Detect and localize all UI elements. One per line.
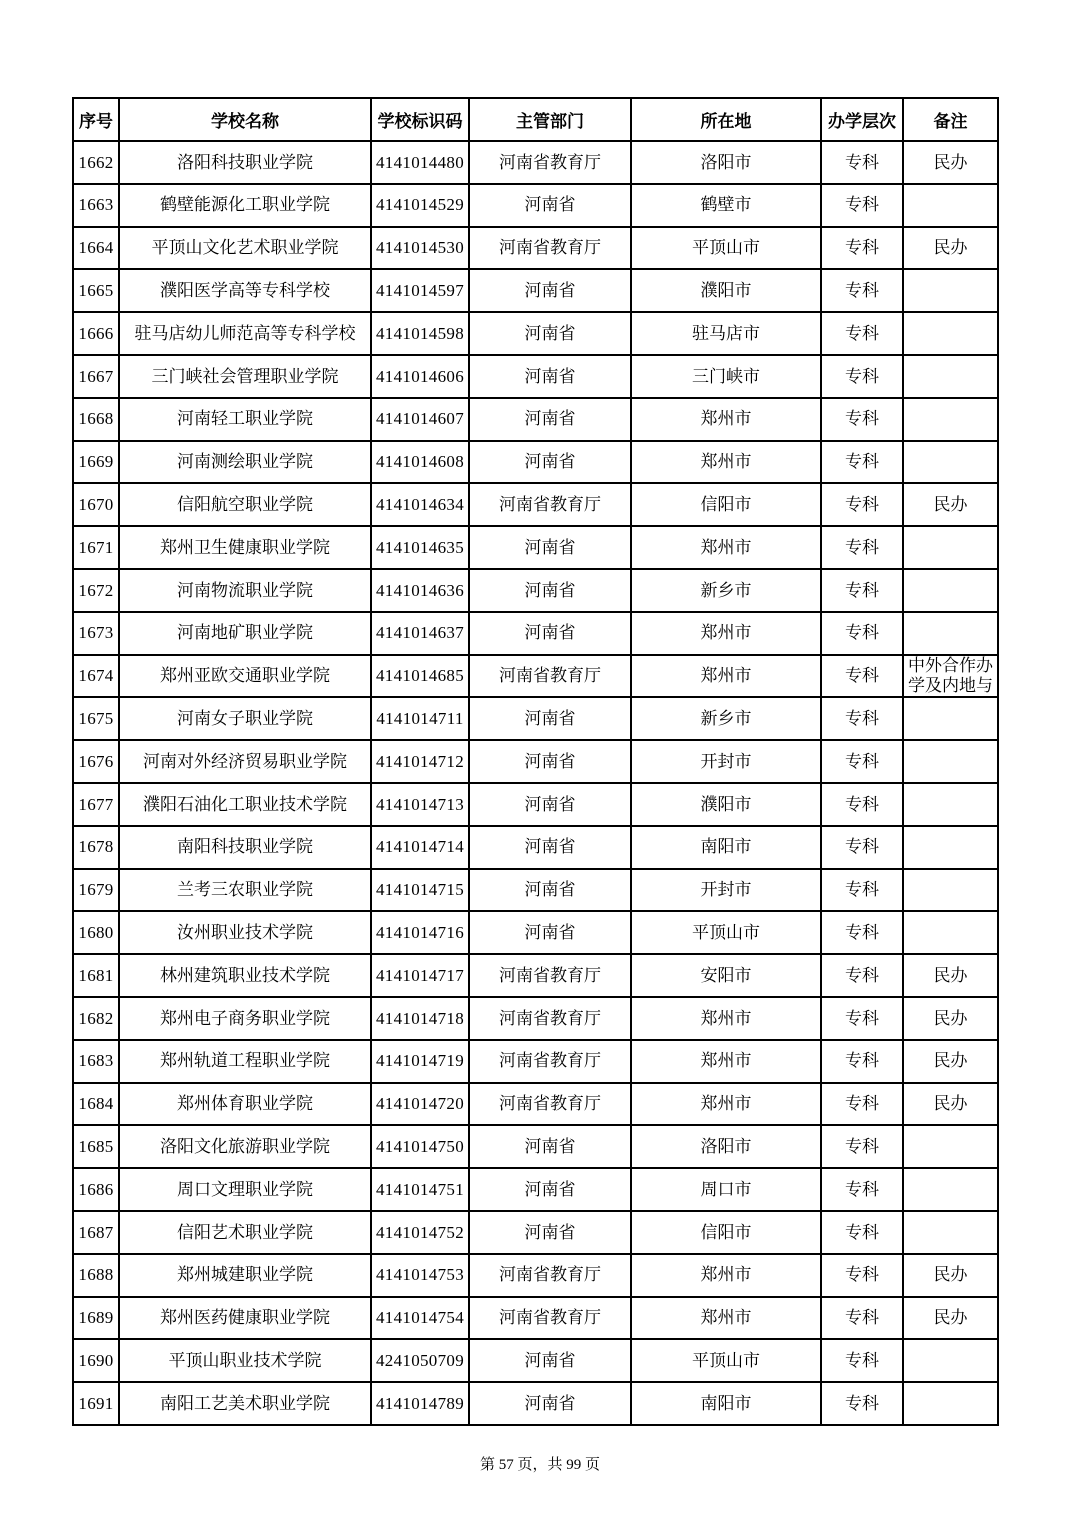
cell-level: 专科 [821, 1211, 903, 1254]
table-row [73, 227, 998, 270]
cell-name: 郑州电子商务职业学院 [119, 997, 371, 1040]
cell-dept: 河南省 [469, 312, 631, 355]
table-row [73, 997, 998, 1040]
cell-code: 4141014530 [371, 227, 469, 270]
cell-index: 1663 [73, 184, 119, 227]
cell-dept: 河南省教育厅 [469, 1254, 631, 1297]
cell-index: 1684 [73, 1083, 119, 1126]
cell-code: 4141014717 [371, 954, 469, 997]
table-row [73, 141, 998, 184]
cell-location: 安阳市 [631, 954, 821, 997]
cell-code: 4141014716 [371, 911, 469, 954]
cell-name: 驻马店幼儿师范高等专科学校 [119, 312, 371, 355]
cell-note: 民办 [903, 954, 998, 997]
cell-level: 专科 [821, 911, 903, 954]
cell-location: 郑州市 [631, 655, 821, 698]
cell-location: 新乡市 [631, 569, 821, 612]
cell-note [903, 1382, 998, 1425]
cell-index: 1662 [73, 141, 119, 184]
table-row [73, 184, 998, 227]
cell-note [903, 1168, 998, 1211]
cell-name: 洛阳科技职业学院 [119, 141, 371, 184]
cell-note [903, 1339, 998, 1382]
cell-name: 河南物流职业学院 [119, 569, 371, 612]
cell-location: 信阳市 [631, 1211, 821, 1254]
cell-name: 濮阳医学高等专科学校 [119, 269, 371, 312]
cell-level: 专科 [821, 483, 903, 526]
cell-index: 1666 [73, 312, 119, 355]
col-header-level: 办学层次 [821, 98, 903, 141]
cell-code: 4141014607 [371, 398, 469, 441]
cell-dept: 河南省 [469, 612, 631, 655]
cell-index: 1691 [73, 1382, 119, 1425]
cell-code: 4141014753 [371, 1254, 469, 1297]
cell-dept: 河南省 [469, 355, 631, 398]
cell-name: 信阳艺术职业学院 [119, 1211, 371, 1254]
cell-level: 专科 [821, 869, 903, 912]
table-row [73, 569, 998, 612]
cell-name: 河南测绘职业学院 [119, 441, 371, 484]
cell-location: 郑州市 [631, 1083, 821, 1126]
cell-location: 南阳市 [631, 826, 821, 869]
cell-code: 4141014637 [371, 612, 469, 655]
cell-level: 专科 [821, 227, 903, 270]
cell-dept: 河南省教育厅 [469, 655, 631, 698]
cell-location: 郑州市 [631, 398, 821, 441]
table-row [73, 869, 998, 912]
cell-level: 专科 [821, 1168, 903, 1211]
cell-index: 1689 [73, 1297, 119, 1340]
cell-index: 1673 [73, 612, 119, 655]
cell-code: 4141014634 [371, 483, 469, 526]
cell-index: 1667 [73, 355, 119, 398]
cell-note: 民办 [903, 997, 998, 1040]
cell-index: 1668 [73, 398, 119, 441]
cell-location: 新乡市 [631, 697, 821, 740]
cell-note [903, 1125, 998, 1168]
header-row [73, 98, 998, 141]
cell-dept: 河南省 [469, 1211, 631, 1254]
cell-location: 开封市 [631, 869, 821, 912]
cell-location: 濮阳市 [631, 269, 821, 312]
cell-index: 1672 [73, 569, 119, 612]
cell-dept: 河南省教育厅 [469, 954, 631, 997]
cell-code: 4141014635 [371, 526, 469, 569]
cell-code: 4141014751 [371, 1168, 469, 1211]
cell-location: 郑州市 [631, 1297, 821, 1340]
cell-level: 专科 [821, 1125, 903, 1168]
cell-level: 专科 [821, 1083, 903, 1126]
cell-name: 郑州亚欧交通职业学院 [119, 655, 371, 698]
cell-index: 1671 [73, 526, 119, 569]
cell-name: 郑州轨道工程职业学院 [119, 1040, 371, 1083]
col-header-location: 所在地 [631, 98, 821, 141]
cell-code: 4141014712 [371, 740, 469, 783]
cell-dept: 河南省 [469, 697, 631, 740]
table-row [73, 826, 998, 869]
cell-note [903, 826, 998, 869]
cell-code: 4141014711 [371, 697, 469, 740]
cell-level: 专科 [821, 1254, 903, 1297]
cell-name: 周口文理职业学院 [119, 1168, 371, 1211]
table-row [73, 1211, 998, 1254]
col-header-school-code: 学校标识码 [371, 98, 469, 141]
cell-dept: 河南省 [469, 398, 631, 441]
cell-note: 民办 [903, 1297, 998, 1340]
cell-dept: 河南省 [469, 526, 631, 569]
cell-code: 4141014598 [371, 312, 469, 355]
cell-code: 4141014608 [371, 441, 469, 484]
cell-location: 郑州市 [631, 1040, 821, 1083]
table-row [73, 1040, 998, 1083]
cell-level: 专科 [821, 398, 903, 441]
cell-index: 1683 [73, 1040, 119, 1083]
cell-level: 专科 [821, 697, 903, 740]
cell-location: 驻马店市 [631, 312, 821, 355]
cell-name: 汝州职业技术学院 [119, 911, 371, 954]
cell-note [903, 355, 998, 398]
table-row [73, 697, 998, 740]
table-row [73, 612, 998, 655]
table-row [73, 783, 998, 826]
cell-name: 林州建筑职业技术学院 [119, 954, 371, 997]
cell-dept: 河南省 [469, 569, 631, 612]
cell-dept: 河南省教育厅 [469, 1297, 631, 1340]
cell-name: 郑州体育职业学院 [119, 1083, 371, 1126]
cell-code: 4141014636 [371, 569, 469, 612]
cell-name: 信阳航空职业学院 [119, 483, 371, 526]
cell-location: 濮阳市 [631, 783, 821, 826]
cell-level: 专科 [821, 655, 903, 698]
cell-note [903, 526, 998, 569]
cell-code: 4141014718 [371, 997, 469, 1040]
table-row [73, 398, 998, 441]
cell-location: 郑州市 [631, 612, 821, 655]
cell-note: 中外合作办学及内地与 [903, 655, 998, 698]
table-row [73, 1083, 998, 1126]
cell-name: 兰考三农职业学院 [119, 869, 371, 912]
cell-location: 平顶山市 [631, 911, 821, 954]
cell-dept: 河南省教育厅 [469, 1083, 631, 1126]
cell-dept: 河南省 [469, 826, 631, 869]
page-footer: 第 57 页，共 99 页 [479, 1457, 600, 1473]
cell-code: 4141014597 [371, 269, 469, 312]
cell-level: 专科 [821, 954, 903, 997]
cell-name: 洛阳文化旅游职业学院 [119, 1125, 371, 1168]
table-row [73, 954, 998, 997]
cell-dept: 河南省 [469, 1339, 631, 1382]
col-header-index: 序号 [73, 98, 119, 141]
school-list-table [72, 97, 999, 1426]
cell-name: 平顶山职业技术学院 [119, 1339, 371, 1382]
cell-index: 1687 [73, 1211, 119, 1254]
table-row [73, 1125, 998, 1168]
cell-index: 1675 [73, 697, 119, 740]
cell-code: 4141014750 [371, 1125, 469, 1168]
cell-note [903, 312, 998, 355]
table-row [73, 355, 998, 398]
cell-note [903, 1211, 998, 1254]
cell-note [903, 869, 998, 912]
table-row [73, 483, 998, 526]
table-row [73, 740, 998, 783]
cell-level: 专科 [821, 441, 903, 484]
cell-level: 专科 [821, 1339, 903, 1382]
cell-level: 专科 [821, 1040, 903, 1083]
cell-index: 1677 [73, 783, 119, 826]
cell-dept: 河南省 [469, 1125, 631, 1168]
cell-name: 濮阳石油化工职业技术学院 [119, 783, 371, 826]
cell-dept: 河南省 [469, 911, 631, 954]
cell-level: 专科 [821, 141, 903, 184]
cell-name: 三门峡社会管理职业学院 [119, 355, 371, 398]
table-row [73, 269, 998, 312]
school-table-body [73, 141, 998, 1425]
cell-level: 专科 [821, 1382, 903, 1425]
cell-dept: 河南省 [469, 184, 631, 227]
cell-note: 民办 [903, 1040, 998, 1083]
cell-level: 专科 [821, 1297, 903, 1340]
cell-note [903, 697, 998, 740]
cell-dept: 河南省教育厅 [469, 997, 631, 1040]
cell-index: 1678 [73, 826, 119, 869]
cell-code: 4141014720 [371, 1083, 469, 1126]
cell-name: 鹤壁能源化工职业学院 [119, 184, 371, 227]
cell-level: 专科 [821, 569, 903, 612]
cell-index: 1679 [73, 869, 119, 912]
table-row [73, 526, 998, 569]
cell-level: 专科 [821, 526, 903, 569]
cell-code: 4141014480 [371, 141, 469, 184]
cell-note [903, 441, 998, 484]
cell-name: 河南地矿职业学院 [119, 612, 371, 655]
cell-note [903, 184, 998, 227]
cell-code: 4141014713 [371, 783, 469, 826]
cell-index: 1685 [73, 1125, 119, 1168]
cell-dept: 河南省 [469, 1382, 631, 1425]
cell-level: 专科 [821, 740, 903, 783]
cell-location: 郑州市 [631, 997, 821, 1040]
cell-index: 1686 [73, 1168, 119, 1211]
cell-code: 4141014685 [371, 655, 469, 698]
cell-location: 开封市 [631, 740, 821, 783]
cell-index: 1669 [73, 441, 119, 484]
cell-level: 专科 [821, 355, 903, 398]
cell-index: 1681 [73, 954, 119, 997]
cell-name: 河南对外经济贸易职业学院 [119, 740, 371, 783]
cell-note [903, 783, 998, 826]
cell-dept: 河南省教育厅 [469, 483, 631, 526]
table-row [73, 1382, 998, 1425]
table-row [73, 1297, 998, 1340]
cell-location: 洛阳市 [631, 141, 821, 184]
cell-level: 专科 [821, 783, 903, 826]
cell-name: 郑州医药健康职业学院 [119, 1297, 371, 1340]
cell-code: 4141014714 [371, 826, 469, 869]
cell-level: 专科 [821, 269, 903, 312]
cell-index: 1690 [73, 1339, 119, 1382]
cell-location: 郑州市 [631, 526, 821, 569]
cell-note [903, 569, 998, 612]
cell-index: 1665 [73, 269, 119, 312]
cell-dept: 河南省教育厅 [469, 227, 631, 270]
col-header-note: 备注 [903, 98, 998, 141]
cell-location: 鹤壁市 [631, 184, 821, 227]
cell-dept: 河南省 [469, 740, 631, 783]
cell-name: 河南轻工职业学院 [119, 398, 371, 441]
table-row [73, 312, 998, 355]
table-row [73, 655, 998, 698]
cell-index: 1682 [73, 997, 119, 1040]
cell-note [903, 911, 998, 954]
cell-dept: 河南省教育厅 [469, 1040, 631, 1083]
cell-dept: 河南省教育厅 [469, 141, 631, 184]
cell-name: 河南女子职业学院 [119, 697, 371, 740]
table-header [73, 98, 998, 141]
cell-note [903, 269, 998, 312]
cell-code: 4241050709 [371, 1339, 469, 1382]
cell-code: 4141014719 [371, 1040, 469, 1083]
cell-level: 专科 [821, 997, 903, 1040]
cell-dept: 河南省 [469, 783, 631, 826]
cell-name: 南阳科技职业学院 [119, 826, 371, 869]
cell-location: 洛阳市 [631, 1125, 821, 1168]
cell-index: 1676 [73, 740, 119, 783]
table-row [73, 1168, 998, 1211]
cell-level: 专科 [821, 184, 903, 227]
col-header-dept: 主管部门 [469, 98, 631, 141]
cell-index: 1664 [73, 227, 119, 270]
cell-code: 4141014606 [371, 355, 469, 398]
cell-note [903, 398, 998, 441]
cell-code: 4141014529 [371, 184, 469, 227]
cell-note: 民办 [903, 1254, 998, 1297]
cell-location: 平顶山市 [631, 1339, 821, 1382]
cell-note: 民办 [903, 227, 998, 270]
cell-location: 平顶山市 [631, 227, 821, 270]
cell-name: 平顶山文化艺术职业学院 [119, 227, 371, 270]
cell-note: 民办 [903, 1083, 998, 1126]
table-row [73, 1254, 998, 1297]
cell-code: 4141014789 [371, 1382, 469, 1425]
cell-name: 郑州城建职业学院 [119, 1254, 371, 1297]
cell-dept: 河南省 [469, 269, 631, 312]
cell-location: 三门峡市 [631, 355, 821, 398]
cell-dept: 河南省 [469, 1168, 631, 1211]
cell-dept: 河南省 [469, 441, 631, 484]
cell-note: 民办 [903, 141, 998, 184]
cell-note [903, 740, 998, 783]
cell-index: 1674 [73, 655, 119, 698]
col-header-school-name: 学校名称 [119, 98, 371, 141]
cell-level: 专科 [821, 312, 903, 355]
cell-location: 郑州市 [631, 441, 821, 484]
cell-location: 郑州市 [631, 1254, 821, 1297]
cell-name: 南阳工艺美术职业学院 [119, 1382, 371, 1425]
cell-level: 专科 [821, 612, 903, 655]
table-row [73, 911, 998, 954]
cell-index: 1670 [73, 483, 119, 526]
cell-location: 南阳市 [631, 1382, 821, 1425]
cell-name: 郑州卫生健康职业学院 [119, 526, 371, 569]
cell-code: 4141014715 [371, 869, 469, 912]
cell-code: 4141014754 [371, 1297, 469, 1340]
cell-dept: 河南省 [469, 869, 631, 912]
cell-note: 民办 [903, 483, 998, 526]
cell-level: 专科 [821, 826, 903, 869]
table-row [73, 441, 998, 484]
cell-note [903, 612, 998, 655]
cell-index: 1688 [73, 1254, 119, 1297]
table-row [73, 1339, 998, 1382]
cell-location: 周口市 [631, 1168, 821, 1211]
cell-index: 1680 [73, 911, 119, 954]
cell-location: 信阳市 [631, 483, 821, 526]
cell-code: 4141014752 [371, 1211, 469, 1254]
